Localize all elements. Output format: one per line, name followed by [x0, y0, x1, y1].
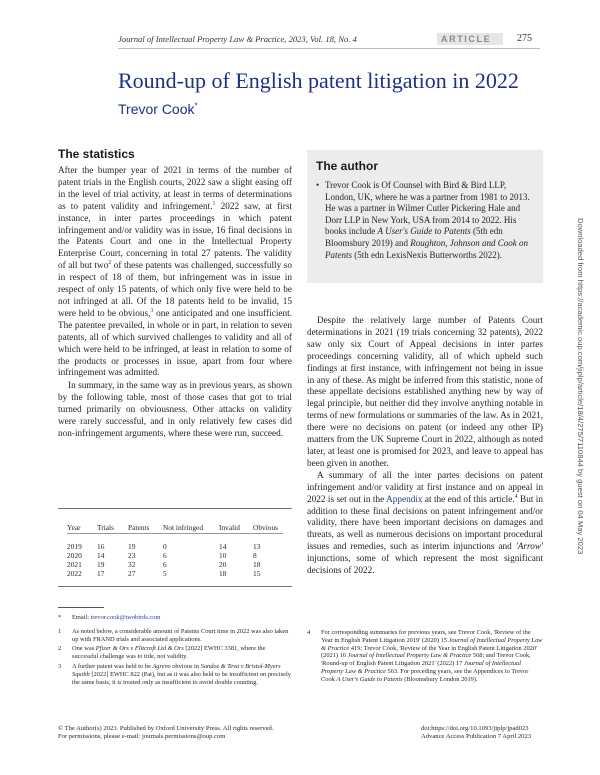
footnote-number: 1: [58, 627, 62, 635]
footnotes-left: [58, 614, 292, 688]
case-name: Agrevo: [152, 662, 171, 670]
book-title: Roughton, Johnson and Cook on Patents: [325, 237, 528, 260]
statistics-paragraph-2: In summary, in the same way as in previous years, as shown by the following table, most of those cases that got to trial turned primarily on obviousness. Other attacks on validity were rarely successful, and in only relatively few cases did non-infringement arguments, where these were run, succeed.: [58, 381, 292, 439]
table-header-rule: [67, 533, 283, 534]
footnote-text: For corresponding summaries for previous years, see Trevor Cook, 'Review of the Year in English Patent Litigation 2019' (2020) 15: [321, 629, 531, 644]
copyright-line: © The Author(s) 2023. Published by Oxford University Press. All rights reserved.: [58, 725, 274, 732]
table-header-cell: Invalid: [219, 523, 240, 532]
text-run: After the bumper year of 2021 in terms of the number of patent trials in the English courts, 2022 saw a slight easing off in the level of trial activity, at least in terms of determinations as to patent validity and infringement.: [58, 166, 292, 212]
table-row: [67, 551, 283, 560]
footnote-text: obvious in: [170, 662, 201, 670]
footnote-divider: [58, 607, 104, 608]
table-cell: 18: [219, 569, 227, 578]
footnote-4: [307, 629, 543, 686]
case-name: Sandoz & Teva v Bristol-Myers Squibb: [72, 662, 281, 678]
left-column-text: [58, 166, 292, 441]
table-cell: 19: [128, 542, 136, 551]
table-header-row: [67, 523, 283, 532]
text-run: of these patents was challenged, successfully so in respect of 18 of them, but infringement was in issue in respect of only 15 patents, of which only five were held to be not infringed at all. Of the 18 patents held to be invalid, 15 were held to be obvious,: [58, 261, 292, 319]
page-number: 275: [517, 33, 532, 44]
text-run: (5th edn Bloomsbury 2019) and: [325, 226, 503, 248]
table-cell: 6: [163, 551, 167, 560]
table-row: [67, 569, 283, 578]
table-cell: 16: [97, 542, 105, 551]
author-bio: [316, 180, 532, 261]
footnote-ref-2[interactable]: 2: [108, 260, 112, 267]
publication-info: [421, 725, 531, 741]
table-cell: 27: [128, 569, 136, 578]
table-cell: 6: [163, 560, 167, 569]
book-title: A User's Guide to Patents: [377, 226, 471, 237]
footnote-text: [2022] EWHC 822 (Pat), but as it was also held to be insufficient on precisely the same basis, it is treated only as insufficient to avoid double counting.: [72, 670, 291, 686]
right-paragraph-1: Despite the relatively large number of Patents Court determinations in 2021 (19 trials concerning 32 patents), 2022 saw only six Court of Appeal decisions in inter partes proceedings concerning validity, all of which upheld such findings at first instance, with infringement not being in issue in any of these. As might be inferred from this statistic, none of these appellate decisions established anything new by way of legal principle, but neither did they involve anything notable in terms of new formulations or summaries of the law. As in 2021, there were no decisions on patent (or indeed any other IP) matters from the UK Supreme Court in 2022, although as noted later, at least one is promised for 2023, and leave to appeal has been given in another.: [307, 316, 544, 469]
author-footnote-mark: *: [194, 101, 198, 111]
footnote-ref-3[interactable]: 3: [150, 307, 154, 314]
footnote-text: 568; and Trevor Cook, 'Round-up of English Patent Litigation 2021' (2022) 17: [321, 652, 531, 668]
header-divider: [118, 48, 540, 49]
text-run: one anticipated and one insufficient. The patentee prevailed, in whole or in part, in relation to seven patents, all of which survived challenges to validity and all of which were held to be infringed, at least in relation to some of the products or processes in issue, apart from four where infringement was admitted.: [58, 308, 292, 379]
footnote-number: 3: [58, 662, 62, 670]
right-column-text: [307, 316, 543, 578]
permissions-line: For permissions, please e-mail: journals.permissions@oup.com: [58, 733, 226, 740]
article-title: Round-up of English patent litigation in 2022: [118, 68, 519, 93]
footnote-ref-1[interactable]: 1: [212, 200, 216, 207]
table-header-cell: Year: [67, 523, 81, 532]
table-cell: 18: [253, 560, 261, 569]
table-cell: 14: [97, 551, 105, 560]
footnote-ref-4[interactable]: 4: [514, 493, 518, 500]
email-link[interactable]: trevor.cook@twobirds.com: [90, 614, 161, 621]
author-box-heading: The author: [316, 159, 378, 173]
footnote-marker: *: [58, 614, 62, 621]
footnote-1: [58, 628, 292, 644]
footnote-email: [58, 614, 292, 622]
text-run: at the end of this article.: [422, 494, 515, 505]
book-title: A User's Guide to Patents: [336, 675, 403, 683]
table-row: [67, 560, 283, 569]
table-cell: 17: [97, 569, 105, 578]
table-bottom-rule: [58, 586, 292, 587]
text-run: Trevor Cook is Of Counsel with Bird & Bird LLP, London, UK, where he was a partner from 1981 to 2013. He was a partner in Wilmer Cutler Pickering Hale and Dorr LLP in New York, USA from 2014 to 2022. His books include: [325, 180, 530, 237]
footnote-3: [58, 663, 292, 686]
footnote-text: A further patent was held to be: [72, 662, 153, 670]
table-header-cell: Obvious: [253, 523, 279, 532]
table-cell: 5: [163, 569, 167, 578]
right-paragraph-2: [307, 471, 543, 578]
footnote-text: 419; Trevor Cook, 'Review of the Year in English Patent Litigation 2020' (2021) 16: [321, 644, 538, 660]
footnote-4-body: [307, 629, 543, 684]
author-bio-text: [325, 180, 532, 261]
journal-name: Journal of Intellectual Property Law & Practice: [321, 636, 543, 652]
table-row: [67, 542, 283, 551]
table-cell: 23: [128, 551, 136, 560]
journal-header: Journal of Intellectual Property Law & Practice, 2023, Vol. 18, No. 4: [118, 34, 357, 44]
text-run: injunctions, some of which represent the most significant decisions of 2022.: [307, 554, 543, 577]
table-cell: 19: [97, 560, 105, 569]
table-top-rule: [58, 508, 292, 509]
table-cell: 2020: [67, 551, 82, 560]
table-header-cell: Not infringed: [163, 523, 204, 532]
author-name: [118, 101, 198, 117]
text-run: But in addition to these final decisions on patent infringement and/or validity, there have been important decisions on damages and threats, as well as numerous decisions on important procedural issues and remedies, such as interim injunctions and: [307, 494, 543, 553]
table-cell: 8: [253, 551, 257, 560]
table-cell: 15: [253, 569, 261, 578]
statistics-table: [67, 523, 283, 578]
journal-name: Journal of Intellectual Property Law & Practice: [347, 652, 472, 660]
advance-access-line: Advance Access Publication 7 April 2023: [421, 733, 532, 740]
download-watermark: Downloaded from https://academic.oup.com/jiplp/article/18/4/275/7110844 by guest on 04 May 2023: [576, 218, 585, 555]
table-cell: 13: [253, 542, 261, 551]
table-cell: 10: [219, 551, 227, 560]
journal-name: Journal of Intellectual Property Law & Practice: [321, 660, 522, 675]
case-name: Pfizer & Ors v Flitcroft Ltd & Ors: [95, 645, 184, 653]
footnote-text: 563. For preceding years, see the Appendices to Trevor Cook: [321, 667, 529, 683]
italic-term: 'Arrow': [515, 542, 543, 553]
footnote-text: [2022] EWHC 3381, where the successful challenge was to title, not validity.: [72, 645, 266, 661]
footnote-number: 4: [307, 629, 311, 636]
table-cell: 2022: [67, 569, 82, 578]
table-cell: 32: [128, 560, 136, 569]
bullet-icon: •: [316, 180, 320, 190]
table-cell: 14: [219, 542, 227, 551]
table-cell: 2021: [67, 560, 82, 569]
table-header-cell: Patents: [128, 523, 150, 532]
footnote-text: One was: [72, 645, 96, 653]
article-type-badge: ARTICLE: [437, 33, 503, 45]
table-cell: 2019: [67, 542, 82, 551]
table-header-cell: Trials: [97, 523, 114, 532]
doi-line: doi:https://doi.org/10.1093/jiplp/jpad023: [421, 725, 529, 732]
appendix-link[interactable]: Appendix: [386, 494, 423, 505]
footnote-text: (Bloomsbury London 2019).: [402, 675, 478, 683]
copyright-notice: [58, 725, 274, 741]
footnote-text: As noted below, a considerable amount of Patents Court time in 2022 was also taken up with FRAND trials and associated applications.: [72, 627, 289, 643]
table-cell: 20: [219, 560, 227, 569]
statistics-paragraph-1: [58, 166, 292, 380]
text-run: A summary of all the inter partes decisions on patent infringement and/or validity at first instance and on appeal in 2022 is set out in the: [307, 470, 543, 505]
text-run: 2022 saw, at first instance, in inter partes proceedings in which patent infringement and/or validity was in issue, 16 final decisions in the Patents Court and one in the Intellectual Property Enterprise Court, concerning in total 27 patents. The validity of all but two: [58, 201, 292, 272]
author-name-text: Trevor Cook: [118, 101, 195, 117]
text-run: (5th edn LexisNexis Butterworths 2022).: [352, 249, 502, 260]
section-heading-statistics: The statistics: [58, 147, 135, 161]
footnote-2: [58, 645, 292, 661]
table-cell: 0: [163, 542, 167, 551]
footnote-number: 2: [58, 645, 62, 653]
email-label: Email:: [72, 614, 91, 621]
